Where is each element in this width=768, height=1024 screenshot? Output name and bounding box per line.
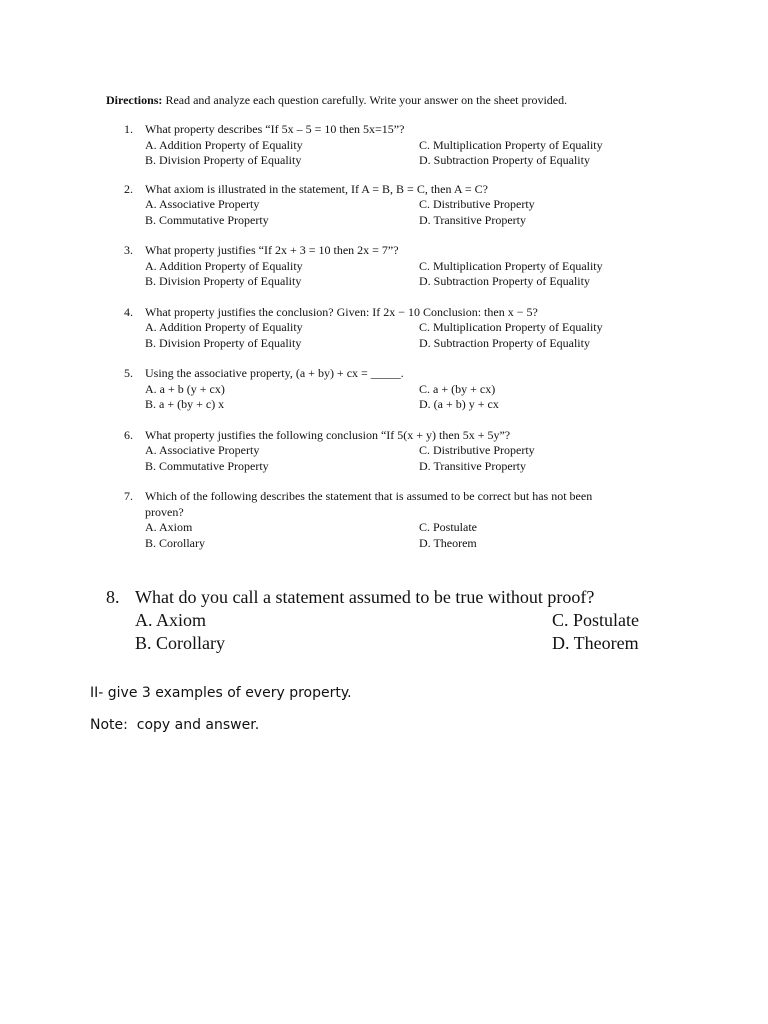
option-c: C. Multiplication Property of Equality xyxy=(419,258,603,273)
option-d: D. (a + b) y + cx xyxy=(419,397,499,411)
answer-options xyxy=(124,382,624,413)
option-b: B. a + (by + c) x xyxy=(145,397,225,411)
option-a: A. Addition Property of Equality xyxy=(145,258,303,273)
answer-options xyxy=(124,197,624,228)
answer-options xyxy=(106,609,646,655)
question-4 xyxy=(124,305,624,352)
option-d: D. Transitive Property xyxy=(419,458,527,473)
question-number: 6. xyxy=(124,427,133,442)
directions-text: Read and analyze each question carefully. Write your answer on the sheet provided. xyxy=(162,93,568,107)
question-number: 4. xyxy=(124,304,133,319)
answer-options xyxy=(124,520,624,551)
option-d: D. Subtraction Property of Equality xyxy=(419,335,590,350)
note-text: Note: copy and answer. xyxy=(90,717,260,733)
option-b: B. Division Property of Equality xyxy=(145,274,302,288)
question-list xyxy=(124,122,624,551)
question-6 xyxy=(124,428,624,475)
question-stem: What do you call a statement assumed to be true without proof? xyxy=(135,587,595,607)
question-7 xyxy=(124,489,624,551)
question-2 xyxy=(124,182,624,229)
option-d: D. Transitive Property xyxy=(419,212,527,227)
option-a: A. Addition Property of Equality xyxy=(145,320,303,334)
question-number: 8. xyxy=(106,587,120,607)
option-a: A. Axiom xyxy=(145,520,193,534)
question-stem: Which of the following describes the statement that is assumed to be correct but has not been proven? xyxy=(145,489,593,519)
question-8 xyxy=(106,586,646,655)
option-d: D. Theorem xyxy=(419,535,477,550)
question-number: 3. xyxy=(124,243,133,257)
answer-options xyxy=(124,443,624,474)
question-stem: What property describes “If 5x – 5 = 10 then 5x=15”? xyxy=(145,122,405,136)
option-c: C. Postulate xyxy=(552,610,640,630)
option-d: D. Subtraction Property of Equality xyxy=(419,274,590,288)
question-stem: Using the associative property, (a + by) + cx = _____. xyxy=(145,366,404,380)
option-b: B. Division Property of Equality xyxy=(145,335,302,350)
question-stem: What axiom is illustrated in the statement, If A = B, B = C, then A = C? xyxy=(145,181,488,196)
question-3 xyxy=(124,243,624,290)
answer-options xyxy=(124,138,624,169)
option-b: B. Commutative Property xyxy=(145,458,269,473)
question-number: 1. xyxy=(124,122,133,136)
option-a: A. Associative Property xyxy=(145,197,260,211)
option-d: D. Theorem xyxy=(552,633,639,653)
question-1 xyxy=(124,122,624,169)
question-stem: What property justifies the following conclusion “If 5(x + y) then 5x + 5y”? xyxy=(145,427,511,442)
option-c: C. Distributive Property xyxy=(419,443,535,457)
option-a: A. Addition Property of Equality xyxy=(145,137,303,152)
question-number: 2. xyxy=(124,181,133,196)
option-c: C. Multiplication Property of Equality xyxy=(419,137,603,152)
part-two-instruction: II- give 3 examples of every property. xyxy=(90,685,352,701)
question-stem: What property justifies the conclusion? Given: If 2x − 10 Conclusion: then x − 5? xyxy=(145,304,538,319)
option-a: A. Axiom xyxy=(135,610,207,630)
option-b: B. Commutative Property xyxy=(145,212,269,227)
answer-options xyxy=(124,259,624,290)
option-b: B. Corollary xyxy=(135,633,225,653)
question-stem: What property justifies “If 2x + 3 = 10 then 2x = 7”? xyxy=(145,243,399,257)
option-c: C. Multiplication Property of Equality xyxy=(419,320,603,334)
question-number: 7. xyxy=(124,489,133,503)
directions-label: Directions: xyxy=(106,93,163,107)
question-number: 5. xyxy=(124,366,133,380)
option-b: B. Corollary xyxy=(145,535,205,550)
question-5 xyxy=(124,366,624,413)
option-d: D. Subtraction Property of Equality xyxy=(419,153,590,167)
answer-options xyxy=(124,320,624,351)
option-a: A. Associative Property xyxy=(145,443,260,457)
option-c: C. Distributive Property xyxy=(419,197,535,211)
option-c: C. Postulate xyxy=(419,520,478,534)
option-a: A. a + b (y + cx) xyxy=(145,381,225,396)
option-c: C. a + (by + cx) xyxy=(419,381,496,396)
directions-line xyxy=(106,93,567,108)
option-b: B. Division Property of Equality xyxy=(145,153,302,167)
